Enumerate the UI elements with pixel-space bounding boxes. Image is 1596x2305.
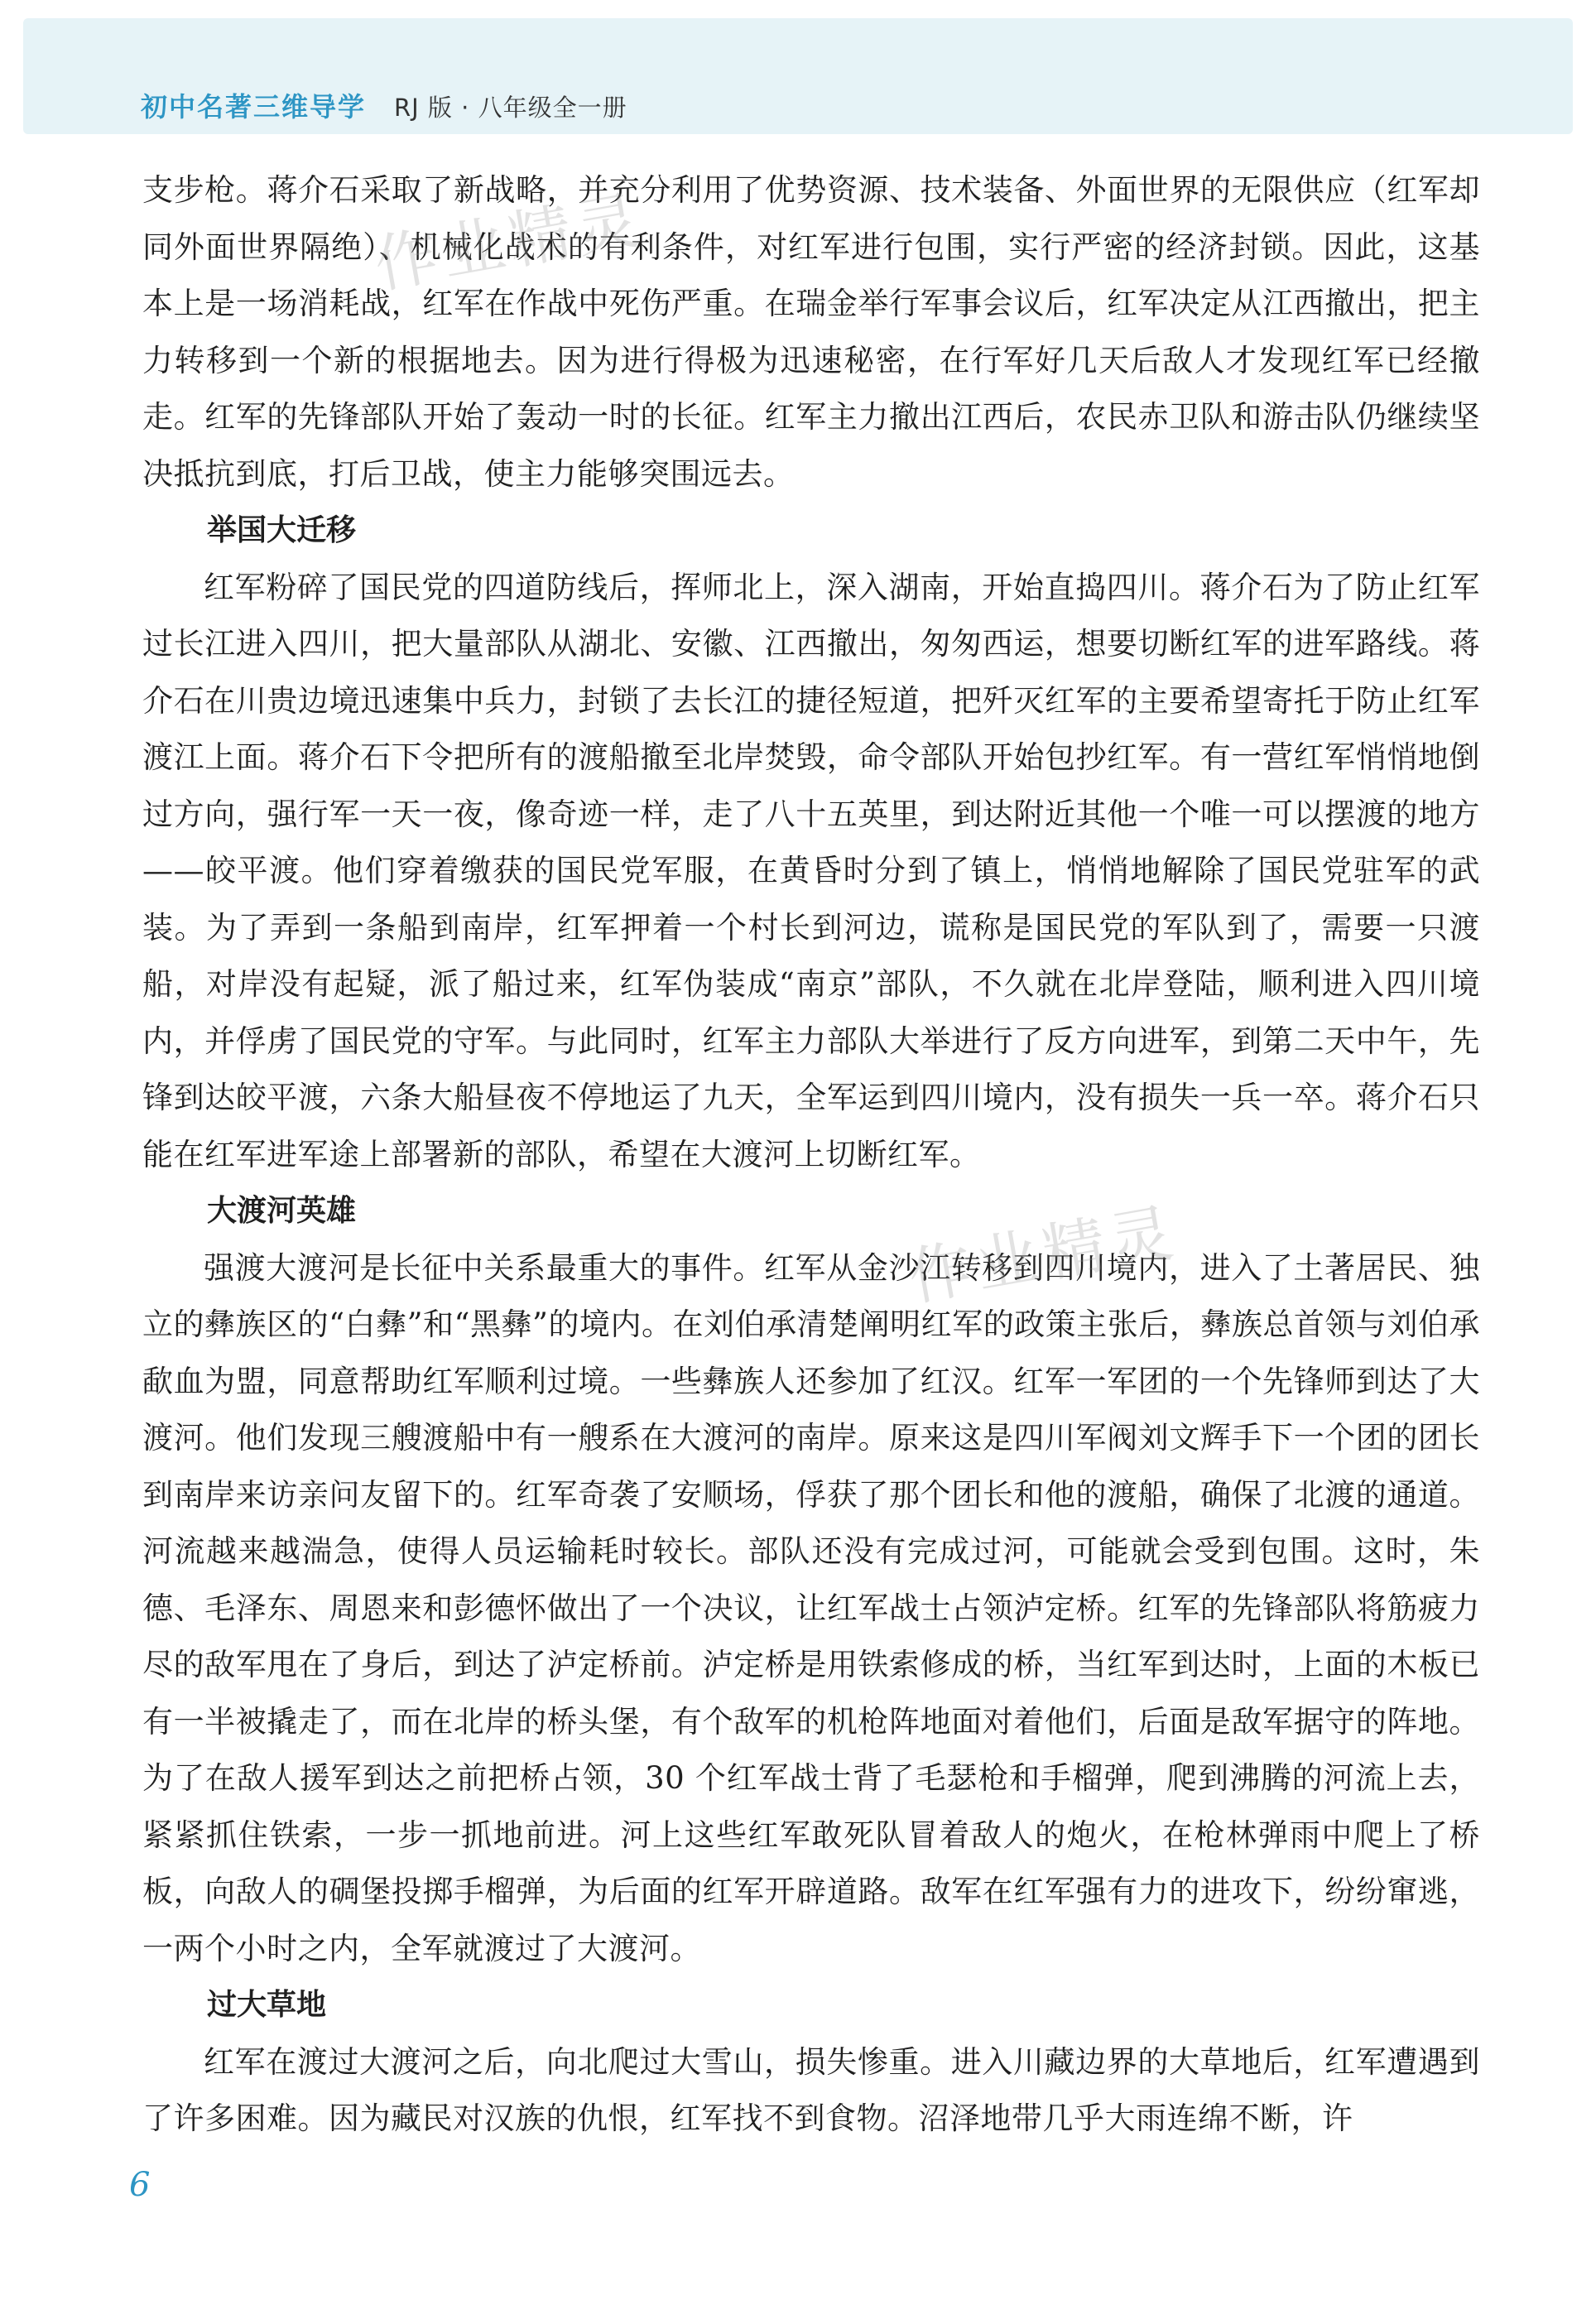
section-heading-grassland: 过大草地 <box>207 1988 327 2022</box>
article-body <box>142 162 1480 2148</box>
section-heading-dadu-river-heroes: 大渡河英雄 <box>207 1194 357 1228</box>
paragraph-2: 红军粉碎了国民党的四道防线后，挥师北上，深入湖南，开始直捣四川。蒋介石为了防止红军过长江进入四川，把大量部队从湖北、安徽、江西撤出，匆匆西运，想要切断红军的进军路线。蒋介石在川贵边境迅速集中兵力，封锁了去长江的捷径短道，把歼灭红军的主要希望寄托于防止红军渡江上面。蒋介石下令把所有的渡船撤至北岸焚毁，命令部队开始包抄红军。有一营红军悄悄地倒过方向，强行军一天一夜，像奇迹一样，走了八十五英里，到达附近其他一个唯一可以摆渡的地方——皎平渡。他们穿着缴获的国民党军服，在黄昏时分到了镇上，悄悄地解除了国民党驻军的武装。为了弄到一条船到南岸，红军押着一个村长到河边，谎称是国民党的军队到了，需要一只渡船，对岸没有起疑，派了船过来，红军伪装成“南京”部队，不久就在北岸登陆，顺利进入四川境内，并俘虏了国民党的守军。与此同时，红军主力部队大举进行了反方向进军，到第二天中午，先锋到达皎平渡，六条大船昼夜不停地运了九天，全军运到四川境内，没有损失一兵一卒。蒋介石只能在红军进军途上部署新的部队，希望在大渡河上切断红军。 <box>142 569 1480 1172</box>
watermark: 作业精灵 <box>902 1195 1184 1315</box>
paragraph-3: 强渡大渡河是长征中关系最重大的事件。红军从金沙江转移到四川境内，进入了土著居民、独立的彝族区的“白彝”和“黑彝”的境内。在刘伯承清楚阐明红军的政策主张后，彝族总首领与刘伯承歃血为盟，同意帮助红军顺利过境。一些彝族人还参加了红汉。红军一军团的一个先锋师到达了大渡河。他们发现三艘渡船中有一艘系在大渡河的南岸。原来这是四川军阀刘文辉手下一个团的团长到南岸来访亲问友留下的。红军奇袭了安顺场，俘获了那个团长和他的渡船，确保了北渡的通道。河流越来越湍急，使得人员运输耗时较长。部队还没有完成过河，可能就会受到包围。这时，朱德、毛泽东、周恩来和彭德怀做出了一个决议，让红军战士占领泸定桥。红军的先锋部队将筋疲力尽的敌军甩在了身后，到达了泸定桥前。泸定桥是用铁索修成的桥，当红军到达时，上面的木板已有一半被撬走了，而在北岸的桥头堡，有个敌军的机枪阵地面对着他们，后面是敌军据守的阵地。为了在敌人援军到达之前把桥占领，30 个红军战士背了毛瑟枪和手榴弹，爬到沸腾的河流上去，紧紧抓住铁索，一步一抓地前进。河上这些红军敢死队冒着敌人的炮火，在枪林弹雨中爬上了桥板，向敌人的碉堡投掷手榴弹，为后面的红军开辟道路。敌军在红军强有力的进攻下，纷纷窜逃，一两个小时之内，全军就渡过了大渡河。 <box>142 1249 1480 1966</box>
series-title: 初中名著三维导学 <box>141 91 367 123</box>
edition-label: RJ 版 · 八年级全一册 <box>394 94 627 122</box>
page-number: 6 <box>129 2166 151 2204</box>
watermark: 作业精灵 <box>368 182 650 302</box>
section-heading-great-migration: 举国大迁移 <box>207 513 357 547</box>
paragraph-1: 支步枪。蒋介石采取了新战略，并充分利用了优势资源、技术装备、外面世界的无限供应（红军却同外面世界隔绝）、机械化战术的有利条件，对红军进行包围，实行严密的经济封锁。因此，这基本上是一场消耗战，红军在作战中死伤严重。在瑞金举行军事会议后，红军决定从江西撤出，把主力转移到一个新的根据地去。因为进行得极为迅速秘密，在行军好几天后敌人才发现红军已经撤走。红军的先锋部队开始了轰动一时的长征。红军主力撤出江西后，农民赤卫队和游击队仍继续坚决抵抗到底，打后卫战，使主力能够突围远去。 <box>142 172 1480 492</box>
paragraph-4: 红军在渡过大渡河之后，向北爬过大雪山，损失惨重。进入川藏边界的大草地后，红军遭遇到了许多困难。因为藏民对汉族的仇恨，红军找不到食物。沼泽地带几乎大雨连绵不断，许 <box>142 2043 1480 2136</box>
